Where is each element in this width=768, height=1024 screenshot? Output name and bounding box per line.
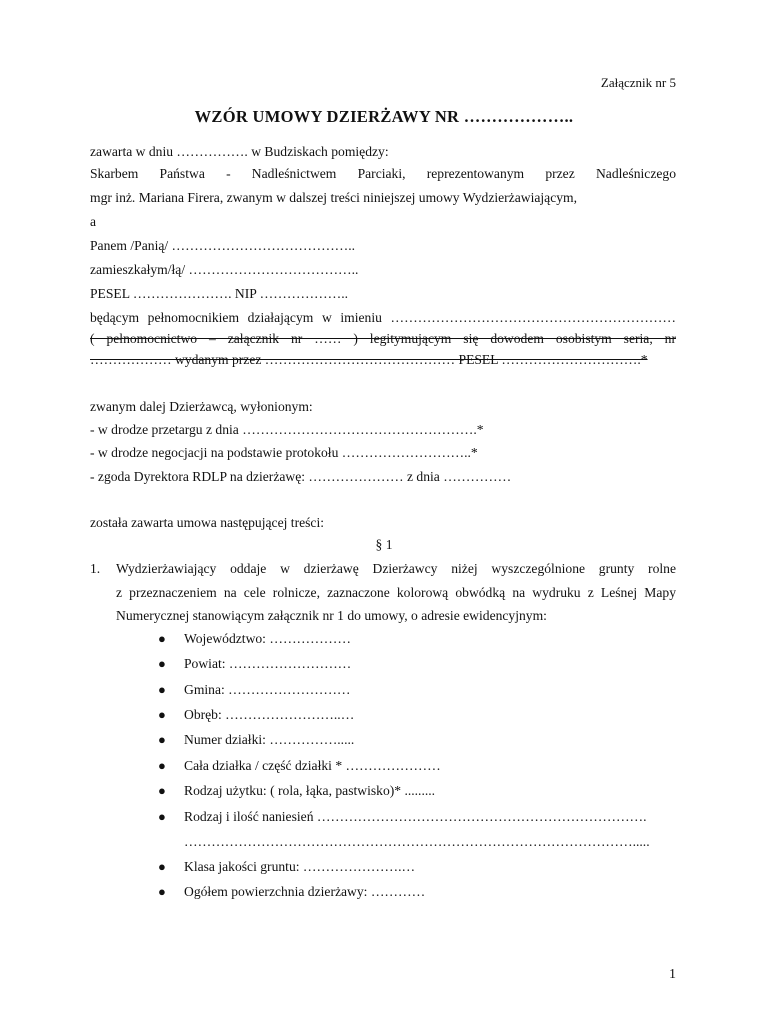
bullet-icon: ● bbox=[158, 783, 166, 798]
residence-line: zamieszkałym/łą/ ……………………………….. bbox=[90, 262, 359, 277]
clause1-line3: Numerycznej stanowiącym załącznik nr 1 do umowy, o adresie ewidencyjnym: bbox=[116, 608, 547, 623]
agreement-line: została zawarta umowa następującej treści: bbox=[90, 515, 325, 530]
bullet-icon: ● bbox=[158, 656, 166, 671]
party1-line-a: Skarbem Państwa - Nadleśnictwem Parciaki, reprezentowanym przez Nadleśniczego bbox=[90, 166, 676, 181]
proxy-line-c: ……………… wydanym przez …………………………………… PESEL ………………………….* bbox=[90, 352, 648, 367]
section-heading: § 1 bbox=[375, 537, 393, 552]
bullet-improvements: Rodzaj i ilość naniesień ………………………………………………………………. bbox=[184, 809, 647, 824]
proxy-text: będącym pełnomocnikiem działającym w imieniu ……………………………………………………… bbox=[90, 310, 676, 325]
bullet-plot-number: Numer działki: ……………..... bbox=[184, 732, 355, 747]
lessee-line: zwanym dalej Dzierżawcą, wyłonionym: bbox=[90, 399, 313, 414]
bullet-precinct: Obręb: ……………………..… bbox=[184, 707, 355, 722]
annex-label: Załącznik nr 5 bbox=[600, 75, 676, 90]
concluded-line: zawarta w dniu ……………. w Budziskach pomiędzy: bbox=[90, 144, 389, 159]
bullet-icon: ● bbox=[158, 758, 166, 773]
bullet-county: Powiat: ……………………… bbox=[184, 656, 352, 671]
bullet-icon: ● bbox=[158, 682, 166, 697]
proxy-line-a bbox=[90, 309, 676, 326]
pesel-nip-line: PESEL …………………. NIP ……………….. bbox=[90, 286, 349, 301]
bullet-plot-part: Cała działka / część działki * ………………… bbox=[184, 758, 441, 773]
bullet-improvements-continuation: ………………………………………………………………………………………..... bbox=[184, 834, 650, 849]
bullet-land-use: Rodzaj użytku: ( rola, łąka, pastwisko)* ......... bbox=[184, 783, 436, 798]
bullet-commune: Gmina: ……………………… bbox=[184, 682, 351, 697]
tender-line: - w drodze przetargu z dnia …………………………………………….* bbox=[90, 422, 484, 437]
negotiation-line: - w drodze negocjacji na podstawie protokołu ………………………..* bbox=[90, 445, 478, 460]
person-line: Panem /Panią/ ………………………………….. bbox=[90, 238, 356, 253]
bullet-total-area: Ogółem powierzchnia dzierżawy: ………… bbox=[184, 884, 426, 899]
party1-line-b: mgr inż. Mariana Firera, zwanym w dalszej treści niniejszej umowy Wydzierżawiającym, bbox=[90, 190, 577, 205]
clause1-line1: Wydzierżawiający oddaje w dzierżawę Dzierżawcy niżej wyszczególnione grunty rolne bbox=[116, 561, 676, 576]
bullet-icon: ● bbox=[158, 732, 166, 747]
bullet-icon: ● bbox=[158, 809, 166, 824]
bullet-icon: ● bbox=[158, 707, 166, 722]
consent-line: - zgoda Dyrektora RDLP na dzierżawę: ………………… z dnia …………… bbox=[90, 469, 512, 484]
bullet-soil-class: Klasa jakości gruntu: ………………….… bbox=[184, 859, 416, 874]
bullet-icon: ● bbox=[158, 631, 166, 646]
and-line: a bbox=[90, 214, 97, 229]
bullet-icon: ● bbox=[158, 859, 166, 874]
page-number: 1 bbox=[669, 967, 676, 982]
clause1-line2: z przeznaczeniem na cele rolnicze, zaznaczone kolorową obwódką na wydruku z Leśnej Mapy bbox=[116, 585, 676, 600]
bullet-icon: ● bbox=[158, 884, 166, 899]
document-title: WZÓR UMOWY DZIERŻAWY NR ……………….. bbox=[194, 107, 574, 126]
clause-number: 1. bbox=[90, 561, 101, 576]
bullet-voivodeship: Województwo: ……………… bbox=[184, 631, 351, 646]
proxy-line-b: ( pełnomocnictwo – załącznik nr …… ) legitymującym się dowodem osobistym seria, nr bbox=[90, 331, 676, 346]
